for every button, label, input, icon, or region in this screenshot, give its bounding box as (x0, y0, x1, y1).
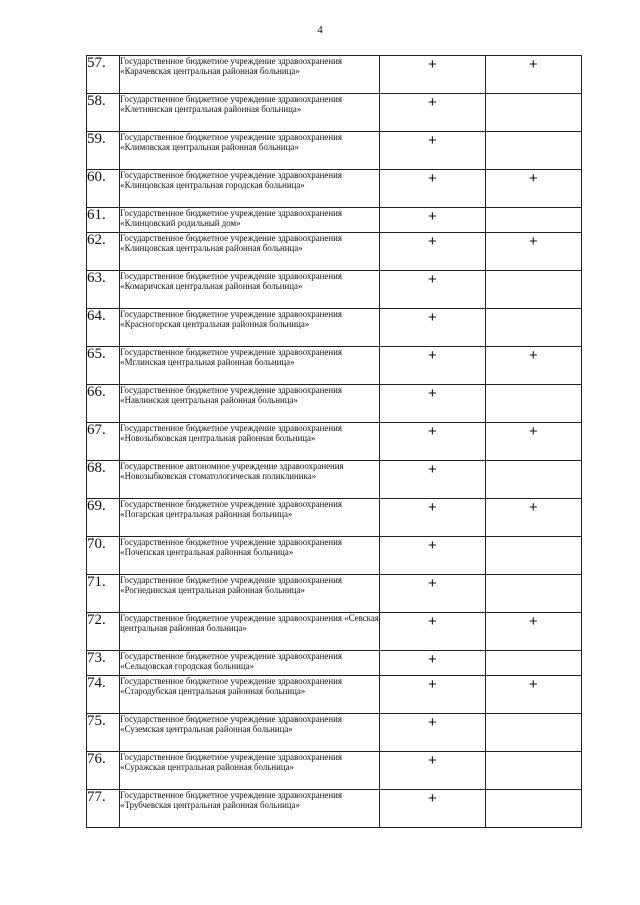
table-row (87, 499, 582, 537)
table-row (87, 714, 582, 752)
institution-name: Государственное бюджетное учреждение здравоохранения «Почепская центральная районная больница» (120, 537, 380, 575)
table-row (87, 347, 582, 385)
institution-name: Государственное бюджетное учреждение здравоохранения «Клинцовская центральная городская больница» (120, 170, 380, 208)
column-4-mark (485, 208, 581, 233)
table-row (87, 132, 582, 170)
column-4-mark (485, 575, 581, 613)
institution-name: Государственное бюджетное учреждение здравоохранения «Суземская центральная районная больница» (120, 714, 380, 752)
column-3-mark: + (380, 94, 485, 132)
column-3-mark: + (380, 575, 485, 613)
institution-name: Государственное бюджетное учреждение здравоохранения «Новозыбковская центральная районная больница» (120, 423, 380, 461)
row-number: 60. (87, 170, 120, 208)
column-3-mark: + (380, 423, 485, 461)
row-number: 64. (87, 309, 120, 347)
column-3-mark: + (380, 752, 485, 790)
column-4-mark (485, 94, 581, 132)
row-number: 75. (87, 714, 120, 752)
column-3-mark: + (380, 499, 485, 537)
table-row (87, 613, 582, 651)
column-3-mark: + (380, 56, 485, 94)
column-3-mark: + (380, 271, 485, 309)
institution-name: Государственное бюджетное учреждение здравоохранения «Комаричская центральная районная больница» (120, 271, 380, 309)
row-number: 62. (87, 233, 120, 271)
row-number: 77. (87, 790, 120, 828)
column-3-mark: + (380, 208, 485, 233)
institution-name: Государственное бюджетное учреждение здравоохранения «Сельцовская городская больница» (120, 651, 380, 676)
column-3-mark: + (380, 714, 485, 752)
row-number: 70. (87, 537, 120, 575)
column-4-mark (485, 132, 581, 170)
row-number: 57. (87, 56, 120, 94)
page-number: 4 (317, 24, 323, 36)
column-4-mark (485, 790, 581, 828)
column-4-mark (485, 537, 581, 575)
table-row (87, 752, 582, 790)
institution-name: Государственное бюджетное учреждение здравоохранения «Севская центральная районная больница» (120, 613, 380, 651)
institution-name: Государственное бюджетное учреждение здравоохранения «Карачевская центральная районная больница» (120, 56, 380, 94)
institution-name: Государственное бюджетное учреждение здравоохранения «Мглинская центральная районная больница» (120, 347, 380, 385)
column-4-mark: + (485, 233, 581, 271)
column-4-mark (485, 309, 581, 347)
table-row (87, 385, 582, 423)
table-row (87, 94, 582, 132)
table-row (87, 208, 582, 233)
institution-name: Государственное бюджетное учреждение здравоохранения «Клинцовский родильный дом» (120, 208, 380, 233)
row-number: 63. (87, 271, 120, 309)
table-row (87, 56, 582, 94)
column-3-mark: + (380, 676, 485, 714)
column-3-mark: + (380, 537, 485, 575)
column-3-mark: + (380, 385, 485, 423)
row-number: 58. (87, 94, 120, 132)
column-4-mark: + (485, 499, 581, 537)
table-row (87, 461, 582, 499)
institution-name: Государственное бюджетное учреждение здравоохранения «Клетнянская центральная районная больница» (120, 94, 380, 132)
table-row (87, 233, 582, 271)
column-4-mark (485, 385, 581, 423)
column-3-mark: + (380, 651, 485, 676)
column-4-mark: + (485, 613, 581, 651)
institution-name: Государственное бюджетное учреждение здравоохранения «Стародубская центральная районная больница» (120, 676, 380, 714)
row-number: 76. (87, 752, 120, 790)
institution-name: Государственное бюджетное учреждение здравоохранения «Красногорская центральная районная больница» (120, 309, 380, 347)
row-number: 73. (87, 651, 120, 676)
column-3-mark: + (380, 233, 485, 271)
institutions-table (86, 55, 582, 828)
table-row (87, 423, 582, 461)
column-3-mark: + (380, 347, 485, 385)
column-3-mark: + (380, 790, 485, 828)
row-number: 65. (87, 347, 120, 385)
column-4-mark: + (485, 170, 581, 208)
institution-name: Государственное бюджетное учреждение здравоохранения «Погарская центральная районная больница» (120, 499, 380, 537)
column-4-mark: + (485, 423, 581, 461)
institution-name: Государственное бюджетное учреждение здравоохранения «Трубчевская центральная районная больница» (120, 790, 380, 828)
table-row (87, 790, 582, 828)
institution-name: Государственное бюджетное учреждение здравоохранения «Навлинская центральная районная больница» (120, 385, 380, 423)
table-row (87, 170, 582, 208)
column-4-mark (485, 271, 581, 309)
column-4-mark: + (485, 347, 581, 385)
column-4-mark (485, 752, 581, 790)
table-row (87, 651, 582, 676)
column-3-mark: + (380, 170, 485, 208)
row-number: 69. (87, 499, 120, 537)
row-number: 74. (87, 676, 120, 714)
column-4-mark: + (485, 56, 581, 94)
column-4-mark: + (485, 676, 581, 714)
institution-name: Государственное бюджетное учреждение здравоохранения «Рогнединская центральная районная больница» (120, 575, 380, 613)
table-row (87, 575, 582, 613)
row-number: 61. (87, 208, 120, 233)
table-row (87, 676, 582, 714)
column-4-mark (485, 714, 581, 752)
institution-name: Государственное бюджетное учреждение здравоохранения «Климовская центральная районная больница» (120, 132, 380, 170)
table-row (87, 271, 582, 309)
institution-name: Государственное бюджетное учреждение здравоохранения «Клинцовская центральная районная больница» (120, 233, 380, 271)
column-3-mark: + (380, 309, 485, 347)
institution-name: Государственное автономное учреждение здравоохранения «Новозыбковская стоматологическая поликлиника» (120, 461, 380, 499)
row-number: 71. (87, 575, 120, 613)
row-number: 59. (87, 132, 120, 170)
table-body (87, 56, 582, 828)
table-row (87, 309, 582, 347)
institution-name: Государственное бюджетное учреждение здравоохранения «Суражская центральная районная больница» (120, 752, 380, 790)
row-number: 67. (87, 423, 120, 461)
column-4-mark (485, 461, 581, 499)
column-4-mark (485, 651, 581, 676)
column-3-mark: + (380, 132, 485, 170)
row-number: 72. (87, 613, 120, 651)
row-number: 66. (87, 385, 120, 423)
table-row (87, 537, 582, 575)
column-3-mark: + (380, 613, 485, 651)
column-3-mark: + (380, 461, 485, 499)
row-number: 68. (87, 461, 120, 499)
